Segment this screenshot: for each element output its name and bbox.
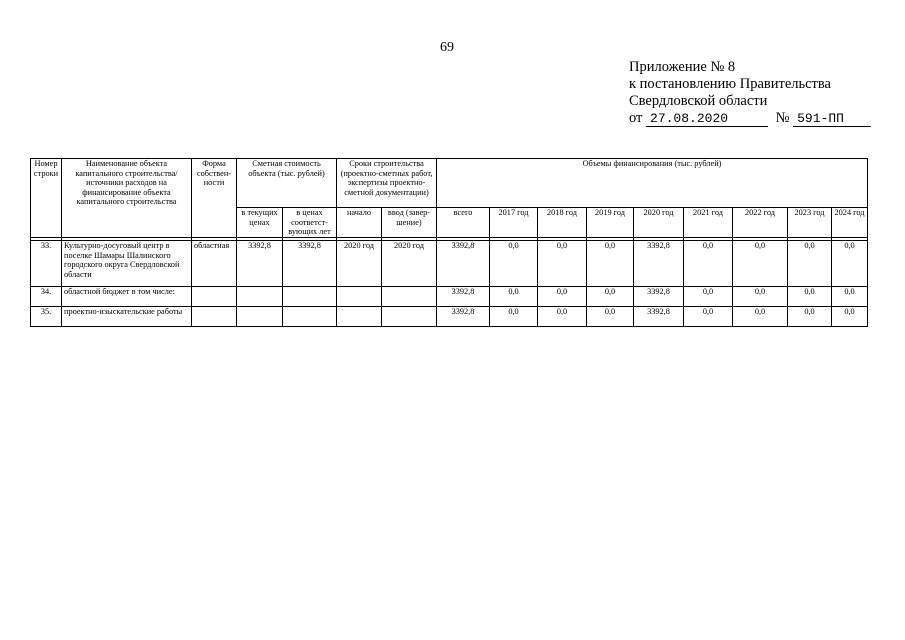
row-ownership [192,307,237,327]
row-cost-current [237,287,283,307]
row-year-2018: 0,0 [538,241,587,287]
row-year-2024: 0,0 [832,241,868,287]
row-year-2023: 0,0 [788,241,832,287]
header-estimated-cost: Сметная стоимость объекта (тыс. рублей) [237,159,337,208]
row-year-2017: 0,0 [490,307,538,327]
row-name: проектно-изыскательские работы [62,307,192,327]
row-total: 3392,8 [437,287,490,307]
row-cost-respective [283,287,337,307]
row-end [382,287,437,307]
row-end: 2020 год [382,241,437,287]
row-start [337,307,382,327]
header-object-name: Наименование объекта капитального строительства/ источники расходов на финансирование объекта капитального строительства [62,159,192,238]
page-number: 69 [440,40,454,55]
date-value: 27.08.2020 [646,112,768,127]
row-year-2021: 0,0 [684,241,733,287]
row-year-2024: 0,0 [832,307,868,327]
appendix-title: Приложение № 8 [629,59,736,75]
table-row [31,307,868,327]
row-cost-respective [283,307,337,327]
row-year-2020: 3392,8 [634,287,684,307]
header-year-2022: 2022 год [733,208,788,238]
row-year-2019: 0,0 [587,307,634,327]
row-start [337,287,382,307]
header-cost-respective: в ценах соответст-вующих лет [283,208,337,238]
header-financing-volumes: Объемы финансирования (тыс. рублей) [437,159,868,208]
row-end [382,307,437,327]
row-year-2022: 0,0 [733,241,788,287]
row-year-2017: 0,0 [490,241,538,287]
row-year-2022: 0,0 [733,287,788,307]
header-year-2023: 2023 год [788,208,832,238]
header-cost-current: в текущих ценах [237,208,283,238]
row-year-2021: 0,0 [684,287,733,307]
header-year-2018: 2018 год [538,208,587,238]
header-year-2020: 2020 год [634,208,684,238]
financing-table [30,158,868,327]
appendix-resolution: к постановлению Правительства [629,76,831,92]
header-year-2024: 2024 год [832,208,868,238]
header-ownership: Форма собствен-ности [192,159,237,238]
row-ownership: областная [192,241,237,287]
row-year-2022: 0,0 [733,307,788,327]
header-construction-terms: Сроки строительства (проектно-сметных работ, экспертизы проектно-сметной документации) [337,159,437,208]
row-cost-current [237,307,283,327]
header-year-2017: 2017 год [490,208,538,238]
row-year-2020: 3392,8 [634,307,684,327]
row-start: 2020 год [337,241,382,287]
table-row [31,241,868,287]
row-year-2019: 0,0 [587,241,634,287]
header-total: всего [437,208,490,238]
row-year-2024: 0,0 [832,287,868,307]
date-prefix: от [629,110,643,126]
row-year-2023: 0,0 [788,307,832,327]
row-total: 3392,8 [437,241,490,287]
table-row [31,287,868,307]
row-year-2020: 3392,8 [634,241,684,287]
appendix-region: Свердловской области [629,93,768,109]
row-year-2018: 0,0 [538,307,587,327]
row-year-2018: 0,0 [538,287,587,307]
row-cost-respective: 3392,8 [283,241,337,287]
row-num: 34. [31,287,62,307]
row-total: 3392,8 [437,307,490,327]
row-num: 33. [31,241,62,287]
row-cost-current: 3392,8 [237,241,283,287]
header-year-2019: 2019 год [587,208,634,238]
resolution-number: 591-ПП [793,112,871,127]
row-num: 35. [31,307,62,327]
row-name: Культурно-досуговый центр в поселке Шамары Шалинского городского округа Свердловской области [62,241,192,287]
header-row-number: Номер строки [31,159,62,238]
header-term-start: начало [337,208,382,238]
row-year-2017: 0,0 [490,287,538,307]
row-name: областной бюджет в том числе: [62,287,192,307]
number-sign: № [775,110,790,126]
header-term-end: ввод (завер-шение) [382,208,437,238]
appendix-block [629,59,871,127]
row-year-2019: 0,0 [587,287,634,307]
row-ownership [192,287,237,307]
row-year-2021: 0,0 [684,307,733,327]
header-year-2021: 2021 год [684,208,733,238]
row-year-2023: 0,0 [788,287,832,307]
appendix-date-line [629,110,871,127]
